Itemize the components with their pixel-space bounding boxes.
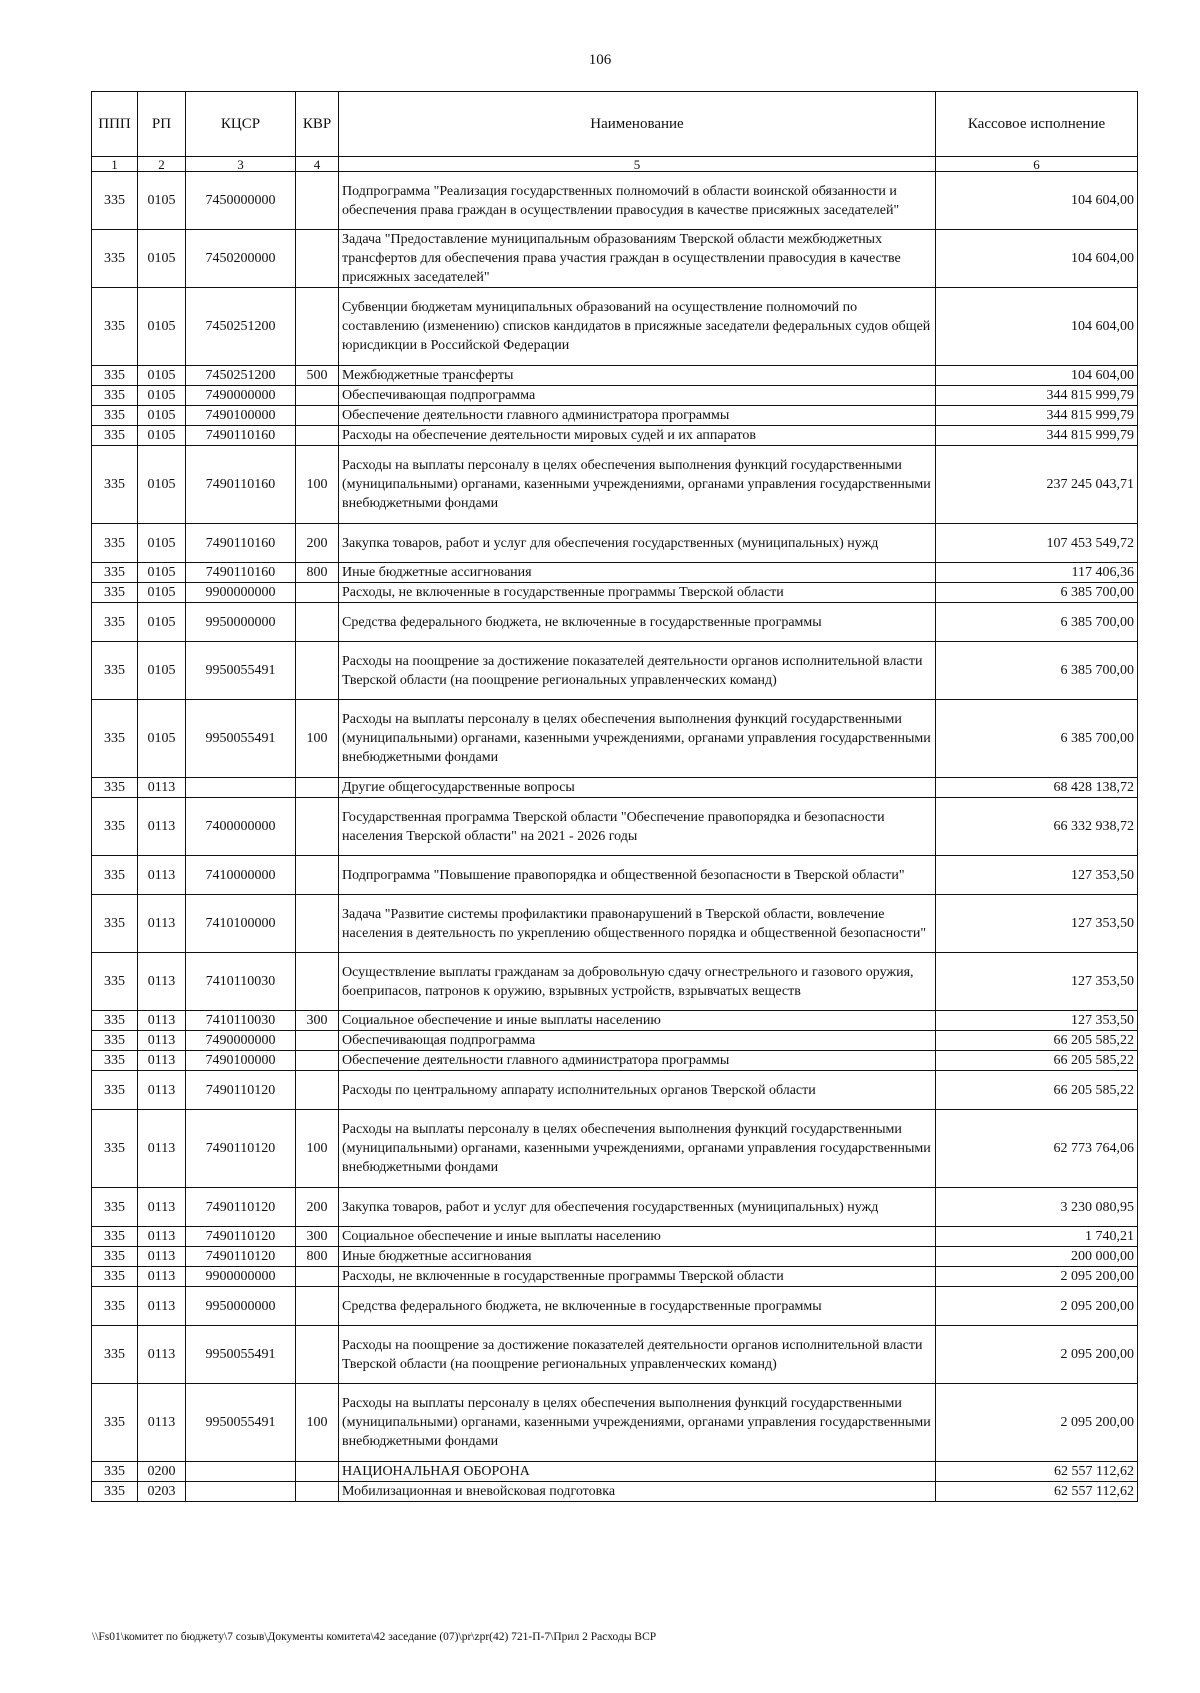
table-row xyxy=(92,1384,1138,1462)
col-number: 3 xyxy=(186,157,296,172)
row-kcsr: 7490100000 xyxy=(186,1051,296,1071)
row-name: Межбюджетные трансферты xyxy=(339,366,936,386)
row-ppp: 335 xyxy=(92,603,138,642)
table-row xyxy=(92,1031,1138,1051)
col-header-ppp: ППП xyxy=(92,92,138,157)
table-row xyxy=(92,1326,1138,1384)
row-kvr: 300 xyxy=(296,1011,339,1031)
row-kvr: 100 xyxy=(296,1384,339,1462)
table-row xyxy=(92,856,1138,895)
row-name: Обеспечение деятельности главного администратора программы xyxy=(339,1051,936,1071)
row-kvr: 200 xyxy=(296,1188,339,1227)
row-ppp: 335 xyxy=(92,583,138,603)
col-header-rp: РП xyxy=(138,92,186,157)
row-rp: 0113 xyxy=(138,1031,186,1051)
row-kvr: 500 xyxy=(296,366,339,386)
row-ppp: 335 xyxy=(92,1031,138,1051)
table-row xyxy=(92,603,1138,642)
table-row xyxy=(92,406,1138,426)
row-kvr: 100 xyxy=(296,446,339,524)
row-rp: 0113 xyxy=(138,953,186,1011)
row-name: Иные бюджетные ассигнования xyxy=(339,563,936,583)
row-amount: 104 604,00 xyxy=(936,230,1138,288)
row-kvr xyxy=(296,172,339,230)
row-rp: 0113 xyxy=(138,1326,186,1384)
row-amount: 2 095 200,00 xyxy=(936,1267,1138,1287)
row-ppp: 335 xyxy=(92,446,138,524)
row-ppp: 335 xyxy=(92,524,138,563)
row-kcsr: 7450251200 xyxy=(186,366,296,386)
column-number-row xyxy=(92,157,1138,172)
row-kcsr: 7490110120 xyxy=(186,1071,296,1110)
row-rp: 0105 xyxy=(138,366,186,386)
row-amount: 344 815 999,79 xyxy=(936,406,1138,426)
row-rp: 0105 xyxy=(138,230,186,288)
row-name: Расходы на обеспечение деятельности мировых судей и их аппаратов xyxy=(339,426,936,446)
row-amount: 6 385 700,00 xyxy=(936,583,1138,603)
row-kcsr: 9950055491 xyxy=(186,1326,296,1384)
row-rp: 0105 xyxy=(138,446,186,524)
row-kvr xyxy=(296,603,339,642)
col-number: 6 xyxy=(936,157,1138,172)
table-row xyxy=(92,895,1138,953)
row-rp: 0105 xyxy=(138,603,186,642)
row-amount: 344 815 999,79 xyxy=(936,426,1138,446)
row-kvr xyxy=(296,1482,339,1502)
row-kvr xyxy=(296,778,339,798)
row-kvr xyxy=(296,856,339,895)
row-name: Расходы на поощрение за достижение показателей деятельности органов исполнительной власти Тверской области (на поощрение региональных управленческих команд) xyxy=(339,642,936,700)
row-amount: 66 332 938,72 xyxy=(936,798,1138,856)
row-ppp: 335 xyxy=(92,1462,138,1482)
page-number: 106 xyxy=(588,52,612,68)
row-name: Средства федерального бюджета, не включенные в государственные программы xyxy=(339,603,936,642)
table-row xyxy=(92,1462,1138,1482)
row-ppp: 335 xyxy=(92,1011,138,1031)
row-name: Расходы на поощрение за достижение показателей деятельности органов исполнительной власти Тверской области (на поощрение региональных управленческих команд) xyxy=(339,1326,936,1384)
table-row xyxy=(92,778,1138,798)
row-kcsr: 9950055491 xyxy=(186,700,296,778)
row-name: Расходы на выплаты персоналу в целях обеспечения выполнения функций государственными (муниципальными) органами, казенными учреждениями, органами управления государственными внебюджетными фондами xyxy=(339,700,936,778)
row-amount: 237 245 043,71 xyxy=(936,446,1138,524)
row-ppp: 335 xyxy=(92,172,138,230)
row-kcsr: 7490110120 xyxy=(186,1247,296,1267)
row-amount: 62 557 112,62 xyxy=(936,1462,1138,1482)
row-rp: 0105 xyxy=(138,406,186,426)
table-row xyxy=(92,288,1138,366)
row-kcsr: 9950055491 xyxy=(186,642,296,700)
table-row xyxy=(92,1110,1138,1188)
table-row xyxy=(92,426,1138,446)
row-amount: 127 353,50 xyxy=(936,856,1138,895)
row-kcsr: 9950055491 xyxy=(186,1384,296,1462)
row-kcsr: 7490110160 xyxy=(186,426,296,446)
row-kcsr: 7490000000 xyxy=(186,386,296,406)
row-ppp: 335 xyxy=(92,563,138,583)
row-kcsr: 7450000000 xyxy=(186,172,296,230)
row-ppp: 335 xyxy=(92,288,138,366)
row-ppp: 335 xyxy=(92,1247,138,1267)
row-rp: 0105 xyxy=(138,524,186,563)
row-ppp: 335 xyxy=(92,1384,138,1462)
row-amount: 127 353,50 xyxy=(936,1011,1138,1031)
row-ppp: 335 xyxy=(92,366,138,386)
row-rp: 0105 xyxy=(138,426,186,446)
row-kcsr: 7400000000 xyxy=(186,798,296,856)
row-ppp: 335 xyxy=(92,1188,138,1227)
row-kcsr: 7410100000 xyxy=(186,895,296,953)
row-ppp: 335 xyxy=(92,778,138,798)
row-ppp: 335 xyxy=(92,1110,138,1188)
row-kvr xyxy=(296,288,339,366)
row-name: Социальное обеспечение и иные выплаты населению xyxy=(339,1011,936,1031)
row-amount: 104 604,00 xyxy=(936,288,1138,366)
row-ppp: 335 xyxy=(92,953,138,1011)
row-name: Закупка товаров, работ и услуг для обеспечения государственных (муниципальных) нужд xyxy=(339,1188,936,1227)
row-name: Задача "Предоставление муниципальным образованиям Тверской области межбюджетных трансфертов для обеспечения права участия граждан в осуществлении правосудия в качестве присяжных заседателей" xyxy=(339,230,936,288)
row-rp: 0105 xyxy=(138,642,186,700)
row-name: Государственная программа Тверской области "Обеспечение правопорядка и безопасности населения Тверской области" на 2021 - 2026 годы xyxy=(339,798,936,856)
row-kcsr: 7490110120 xyxy=(186,1110,296,1188)
row-ppp: 335 xyxy=(92,1267,138,1287)
table-row xyxy=(92,1287,1138,1326)
row-rp: 0113 xyxy=(138,1011,186,1031)
row-amount: 104 604,00 xyxy=(936,366,1138,386)
row-kvr xyxy=(296,953,339,1011)
row-ppp: 335 xyxy=(92,386,138,406)
table-row xyxy=(92,798,1138,856)
row-name: Расходы, не включенные в государственные программы Тверской области xyxy=(339,583,936,603)
row-kvr xyxy=(296,1287,339,1326)
table-row xyxy=(92,1188,1138,1227)
col-header-amount: Кассовое исполнение xyxy=(936,92,1138,157)
row-kcsr: 9950000000 xyxy=(186,1287,296,1326)
row-kvr xyxy=(296,1326,339,1384)
row-kcsr: 7450251200 xyxy=(186,288,296,366)
row-kvr: 300 xyxy=(296,1227,339,1247)
row-ppp: 335 xyxy=(92,406,138,426)
row-kvr: 100 xyxy=(296,1110,339,1188)
row-rp: 0105 xyxy=(138,563,186,583)
table-row xyxy=(92,524,1138,563)
table-row xyxy=(92,642,1138,700)
row-rp: 0113 xyxy=(138,1051,186,1071)
row-amount: 66 205 585,22 xyxy=(936,1051,1138,1071)
row-kcsr: 9900000000 xyxy=(186,1267,296,1287)
row-name: Подпрограмма "Реализация государственных полномочий в области воинской обязанности и обеспечения права граждан в осуществлении правосудия в качестве присяжных заседателей" xyxy=(339,172,936,230)
row-rp: 0203 xyxy=(138,1482,186,1502)
table-row xyxy=(92,446,1138,524)
row-name: Задача "Развитие системы профилактики правонарушений в Тверской области, вовлечение населения в деятельность по укреплению общественного порядка и общественной безопасности" xyxy=(339,895,936,953)
row-amount: 62 557 112,62 xyxy=(936,1482,1138,1502)
expenditure-table xyxy=(91,91,1138,1502)
row-kvr xyxy=(296,426,339,446)
col-number: 4 xyxy=(296,157,339,172)
row-kcsr: 7490110160 xyxy=(186,446,296,524)
row-kvr xyxy=(296,1071,339,1110)
row-name: Другие общегосударственные вопросы xyxy=(339,778,936,798)
row-rp: 0113 xyxy=(138,1110,186,1188)
row-amount: 2 095 200,00 xyxy=(936,1384,1138,1462)
row-kvr xyxy=(296,386,339,406)
row-ppp: 335 xyxy=(92,798,138,856)
row-rp: 0200 xyxy=(138,1462,186,1482)
table-row xyxy=(92,172,1138,230)
row-amount: 1 740,21 xyxy=(936,1227,1138,1247)
row-kvr xyxy=(296,1051,339,1071)
row-name: Мобилизационная и вневойсковая подготовка xyxy=(339,1482,936,1502)
row-amount: 6 385 700,00 xyxy=(936,603,1138,642)
row-kvr xyxy=(296,1267,339,1287)
row-kcsr: 7450200000 xyxy=(186,230,296,288)
row-kvr: 800 xyxy=(296,563,339,583)
table-row xyxy=(92,583,1138,603)
footer-file-path: \\Fs01\комитет по бюджету\7 созыв\Документы комитета\42 заседание (07)\pr\zpr(42) 721-П-7\Прил 2 Расходы ВСР xyxy=(92,1631,657,1643)
row-kcsr: 7490000000 xyxy=(186,1031,296,1051)
row-name: Обеспечение деятельности главного администратора программы xyxy=(339,406,936,426)
row-amount: 200 000,00 xyxy=(936,1247,1138,1267)
row-ppp: 335 xyxy=(92,1227,138,1247)
row-ppp: 335 xyxy=(92,230,138,288)
row-kvr xyxy=(296,895,339,953)
row-kvr xyxy=(296,406,339,426)
row-name: Осуществление выплаты гражданам за добровольную сдачу огнестрельного и газового оружия, боеприпасов, патронов к оружию, взрывных устройств, взрывчатых веществ xyxy=(339,953,936,1011)
row-rp: 0105 xyxy=(138,386,186,406)
row-name: Средства федерального бюджета, не включенные в государственные программы xyxy=(339,1287,936,1326)
row-name: Расходы, не включенные в государственные программы Тверской области xyxy=(339,1267,936,1287)
col-number: 2 xyxy=(138,157,186,172)
row-rp: 0105 xyxy=(138,172,186,230)
row-rp: 0113 xyxy=(138,1287,186,1326)
row-name: Расходы по центральному аппарату исполнительных органов Тверской области xyxy=(339,1071,936,1110)
row-rp: 0113 xyxy=(138,798,186,856)
row-amount: 6 385 700,00 xyxy=(936,642,1138,700)
row-name: Обеспечивающая подпрограмма xyxy=(339,1031,936,1051)
row-kvr xyxy=(296,642,339,700)
table-body xyxy=(92,172,1138,1502)
row-kcsr: 7490110120 xyxy=(186,1227,296,1247)
row-name: Закупка товаров, работ и услуг для обеспечения государственных (муниципальных) нужд xyxy=(339,524,936,563)
row-kcsr: 9950000000 xyxy=(186,603,296,642)
col-header-name: Наименование xyxy=(339,92,936,157)
row-kvr xyxy=(296,230,339,288)
row-rp: 0113 xyxy=(138,1384,186,1462)
row-amount: 107 453 549,72 xyxy=(936,524,1138,563)
row-amount: 127 353,50 xyxy=(936,953,1138,1011)
row-kcsr: 7490110160 xyxy=(186,524,296,563)
row-kcsr: 7490100000 xyxy=(186,406,296,426)
table-row xyxy=(92,563,1138,583)
row-ppp: 335 xyxy=(92,426,138,446)
row-name: Расходы на выплаты персоналу в целях обеспечения выполнения функций государственными (муниципальными) органами, казенными учреждениями, органами управления государственными внебюджетными фондами xyxy=(339,446,936,524)
table-row xyxy=(92,953,1138,1011)
table-row xyxy=(92,700,1138,778)
row-rp: 0113 xyxy=(138,1247,186,1267)
row-amount: 117 406,36 xyxy=(936,563,1138,583)
row-rp: 0113 xyxy=(138,1071,186,1110)
row-kvr xyxy=(296,1031,339,1051)
col-header-kvr: КВР xyxy=(296,92,339,157)
row-amount: 127 353,50 xyxy=(936,895,1138,953)
col-number: 1 xyxy=(92,157,138,172)
col-number: 5 xyxy=(339,157,936,172)
row-kvr: 800 xyxy=(296,1247,339,1267)
row-amount: 2 095 200,00 xyxy=(936,1287,1138,1326)
row-ppp: 335 xyxy=(92,1051,138,1071)
row-kcsr xyxy=(186,1482,296,1502)
row-kvr xyxy=(296,583,339,603)
table-row xyxy=(92,386,1138,406)
row-kvr xyxy=(296,798,339,856)
row-kcsr: 7490110160 xyxy=(186,563,296,583)
row-kvr: 100 xyxy=(296,700,339,778)
row-rp: 0113 xyxy=(138,1188,186,1227)
row-kcsr: 9900000000 xyxy=(186,583,296,603)
row-rp: 0113 xyxy=(138,895,186,953)
row-ppp: 335 xyxy=(92,1482,138,1502)
table-row xyxy=(92,1071,1138,1110)
row-rp: 0105 xyxy=(138,700,186,778)
row-name: Иные бюджетные ассигнования xyxy=(339,1247,936,1267)
header-row xyxy=(92,92,1138,157)
row-amount: 68 428 138,72 xyxy=(936,778,1138,798)
row-ppp: 335 xyxy=(92,642,138,700)
row-kcsr: 7410000000 xyxy=(186,856,296,895)
row-name: Расходы на выплаты персоналу в целях обеспечения выполнения функций государственными (муниципальными) органами, казенными учреждениями, органами управления государственными внебюджетными фондами xyxy=(339,1384,936,1462)
row-name: Расходы на выплаты персоналу в целях обеспечения выполнения функций государственными (муниципальными) органами, казенными учреждениями, органами управления государственными внебюджетными фондами xyxy=(339,1110,936,1188)
row-ppp: 335 xyxy=(92,895,138,953)
table-row xyxy=(92,1051,1138,1071)
row-kvr xyxy=(296,1462,339,1482)
row-kcsr: 7410110030 xyxy=(186,953,296,1011)
row-ppp: 335 xyxy=(92,856,138,895)
row-ppp: 335 xyxy=(92,700,138,778)
row-kvr: 200 xyxy=(296,524,339,563)
table-row xyxy=(92,1267,1138,1287)
row-amount: 3 230 080,95 xyxy=(936,1188,1138,1227)
row-ppp: 335 xyxy=(92,1326,138,1384)
row-name: Субвенции бюджетам муниципальных образований на осуществление полномочий по составлению (изменению) списков кандидатов в присяжные заседатели федеральных судов общей юрисдикции в Российской Федерации xyxy=(339,288,936,366)
table-row xyxy=(92,1247,1138,1267)
row-rp: 0105 xyxy=(138,288,186,366)
row-rp: 0113 xyxy=(138,1267,186,1287)
row-name: Подпрограмма "Повышение правопорядка и общественной безопасности в Тверской области" xyxy=(339,856,936,895)
row-rp: 0113 xyxy=(138,1227,186,1247)
row-name: Социальное обеспечение и иные выплаты населению xyxy=(339,1227,936,1247)
table-row xyxy=(92,1482,1138,1502)
row-rp: 0113 xyxy=(138,778,186,798)
table-row xyxy=(92,1227,1138,1247)
row-amount: 104 604,00 xyxy=(936,172,1138,230)
row-rp: 0105 xyxy=(138,583,186,603)
row-amount: 6 385 700,00 xyxy=(936,700,1138,778)
row-amount: 62 773 764,06 xyxy=(936,1110,1138,1188)
row-name: НАЦИОНАЛЬНАЯ ОБОРОНА xyxy=(339,1462,936,1482)
row-kcsr: 7490110120 xyxy=(186,1188,296,1227)
row-ppp: 335 xyxy=(92,1287,138,1326)
row-amount: 344 815 999,79 xyxy=(936,386,1138,406)
table-row xyxy=(92,230,1138,288)
row-rp: 0113 xyxy=(138,856,186,895)
row-ppp: 335 xyxy=(92,1071,138,1110)
table-row xyxy=(92,1011,1138,1031)
row-name: Обеспечивающая подпрограмма xyxy=(339,386,936,406)
row-amount: 2 095 200,00 xyxy=(936,1326,1138,1384)
table-row xyxy=(92,366,1138,386)
row-kcsr xyxy=(186,1462,296,1482)
col-header-kcsr: КЦСР xyxy=(186,92,296,157)
row-amount: 66 205 585,22 xyxy=(936,1071,1138,1110)
row-kcsr xyxy=(186,778,296,798)
row-kcsr: 7410110030 xyxy=(186,1011,296,1031)
row-amount: 66 205 585,22 xyxy=(936,1031,1138,1051)
